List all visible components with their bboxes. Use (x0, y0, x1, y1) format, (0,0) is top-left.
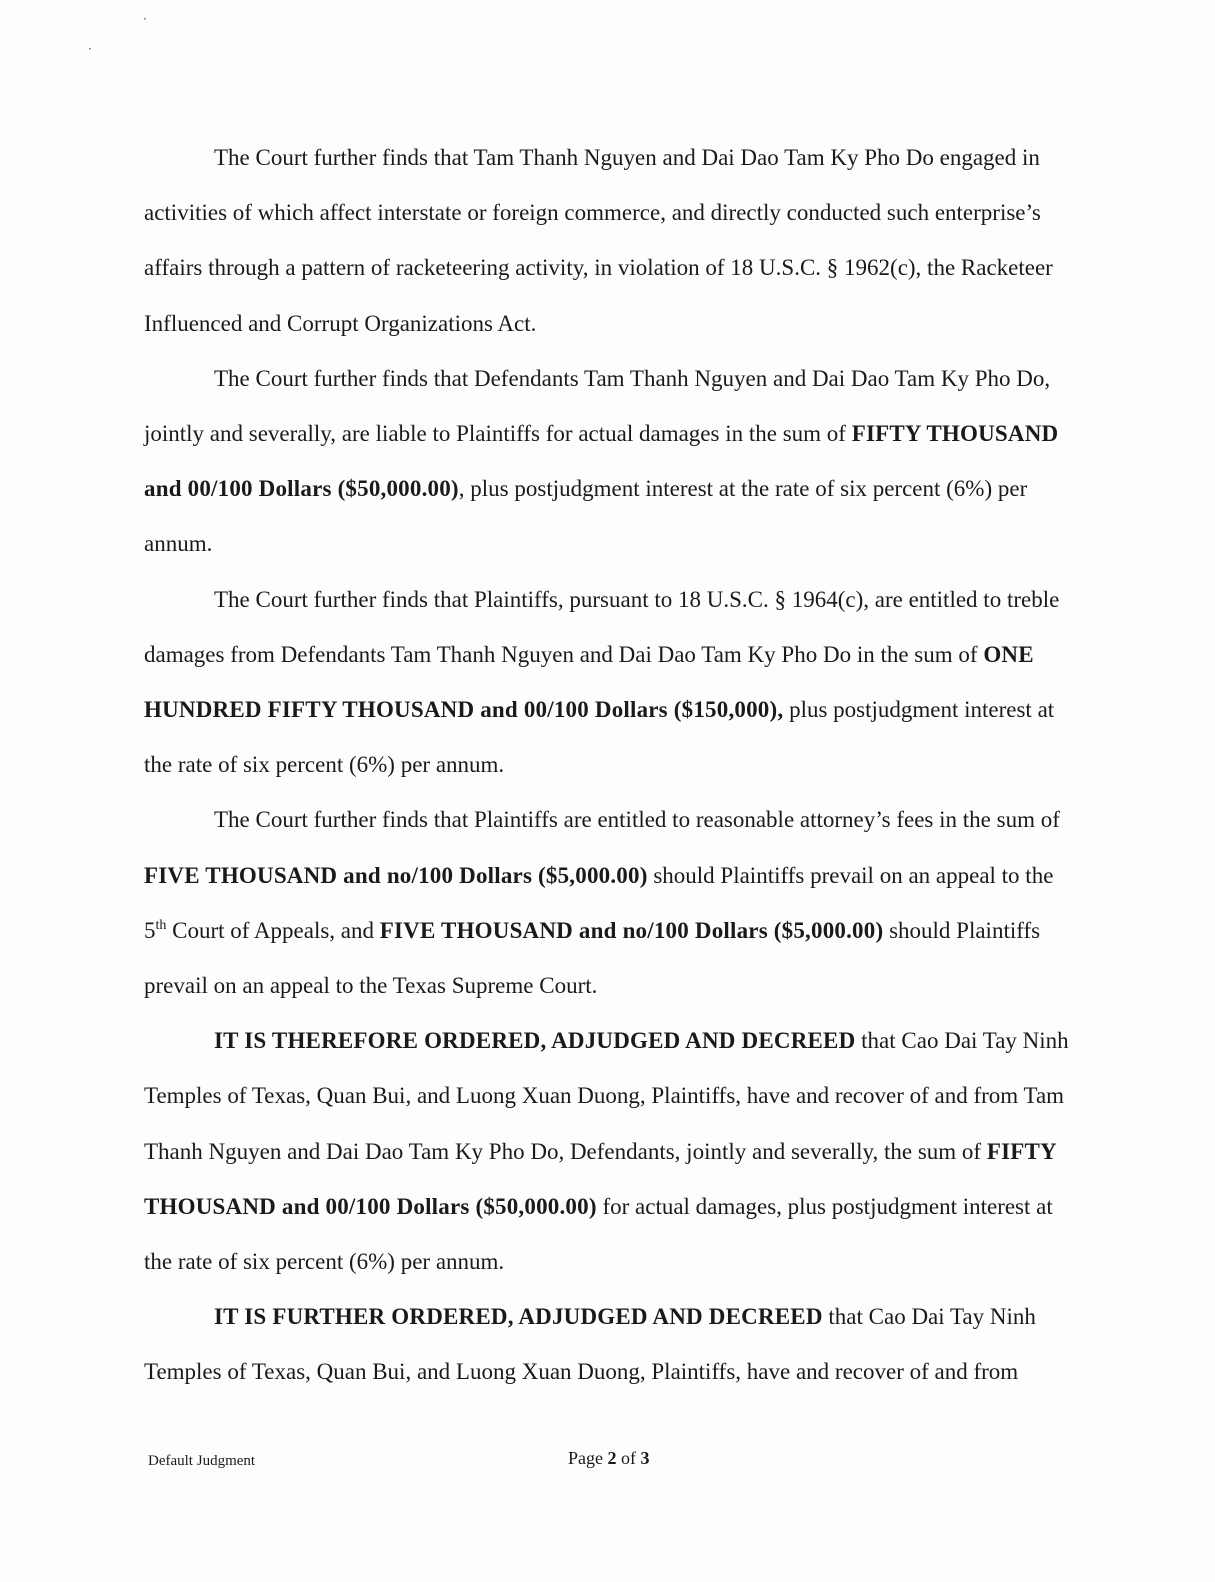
order-heading-emphasis: IT IS THEREFORE ORDERED, ADJUDGED AND DECREED (214, 1028, 856, 1054)
paragraph-text: should Plaintiffs prevail on an appeal to the Texas Supreme Court. (144, 917, 1041, 999)
paragraph-text: Court of Appeals, and (166, 917, 380, 943)
paragraph-treble-damages-finding (144, 572, 1074, 793)
paragraph-rico-finding (144, 130, 1074, 351)
page-total: 3 (640, 1448, 650, 1468)
paragraph-text: The Court further finds that Tam Thanh Nguyen and Dai Dao Tam Ky Pho Do engaged in activities of which affect interstate or foreign commerce, and directly conducted such enterprise’s affairs through a pattern of racketeering activity, in violation of 18 U.S.C. § 1962(c), the Racketeer Influenced and Corrupt Organizations Act. (144, 145, 1053, 336)
scan-artifact: · (143, 12, 147, 26)
order-heading-emphasis: IT IS FURTHER ORDERED, ADJUDGED AND DECREED (214, 1304, 823, 1330)
document-body (144, 130, 1074, 1400)
footer-document-title: Default Judgment (148, 1453, 256, 1469)
footer-page-number (568, 1448, 650, 1469)
paragraph-actual-damages-finding (144, 351, 1074, 572)
paragraph-text: , plus postjudgment interest at the rate of six percent (6%) per annum. (144, 476, 1028, 557)
amount-emphasis: FIFTY THOUSAND and 00/100 Dollars ($50,000.00) (144, 1138, 1056, 1219)
paragraph-text: The Court further finds that Plaintiffs are entitled to reasonable attorney’s fees in the sum of (214, 807, 1060, 833)
amount-emphasis: FIVE THOUSAND and no/100 Dollars ($5,000.00) (144, 862, 648, 888)
amount-emphasis: ONE HUNDRED FIFTY THOUSAND and 00/100 Dollars ($150,000), (144, 641, 1034, 723)
paragraph-text: that Cao Dai Tay Ninh Temples of Texas, Quan Bui, and Luong Xuan Duong, Plaintiffs, have and recover of and from (144, 1304, 1036, 1385)
scan-artifact: · (88, 42, 92, 56)
paragraph-order-further (144, 1289, 1074, 1399)
paragraph-text: plus postjudgment interest at the rate of six percent (6%) per annum. (144, 697, 1055, 778)
amount-emphasis: FIVE THOUSAND and no/100 Dollars ($5,000.00) (379, 917, 884, 943)
paragraph-attorney-fees-finding (144, 792, 1074, 1013)
paragraph-order-actual-damages (144, 1013, 1074, 1289)
amount-emphasis: FIFTY THOUSAND and 00/100 Dollars ($50,000.00) (144, 421, 1059, 502)
page-current: 2 (607, 1448, 617, 1468)
paragraph-text: should Plaintiffs prevail on an appeal to the 5 (144, 862, 1054, 943)
page-of: of (621, 1448, 636, 1468)
paragraph-text: for actual damages, plus postjudgment interest at the rate of six percent (6%) per annum. (144, 1193, 1053, 1275)
page-label: Page (568, 1448, 603, 1468)
paragraph-text: The Court further finds that Defendants Tam Thanh Nguyen and Dai Dao Tam Ky Pho Do, jointly and severally, are liable to Plaintiffs for actual damages in the sum of (144, 365, 1051, 447)
ordinal-suffix: th (155, 917, 167, 933)
paragraph-text: The Court further finds that Plaintiffs, pursuant to 18 U.S.C. § 1964(c), are entitled to treble damages from Defendants Tam Thanh Nguyen and Dai Dao Tam Ky Pho Do in the sum of (144, 586, 1060, 667)
paragraph-text: that Cao Dai Tay Ninh Temples of Texas, Quan Bui, and Luong Xuan Duong, Plaintiffs, have and recover of and from Tam Thanh Nguyen and Dai Dao Tam Ky Pho Do, Defendants, jointly and severally, the sum of (144, 1028, 1069, 1164)
